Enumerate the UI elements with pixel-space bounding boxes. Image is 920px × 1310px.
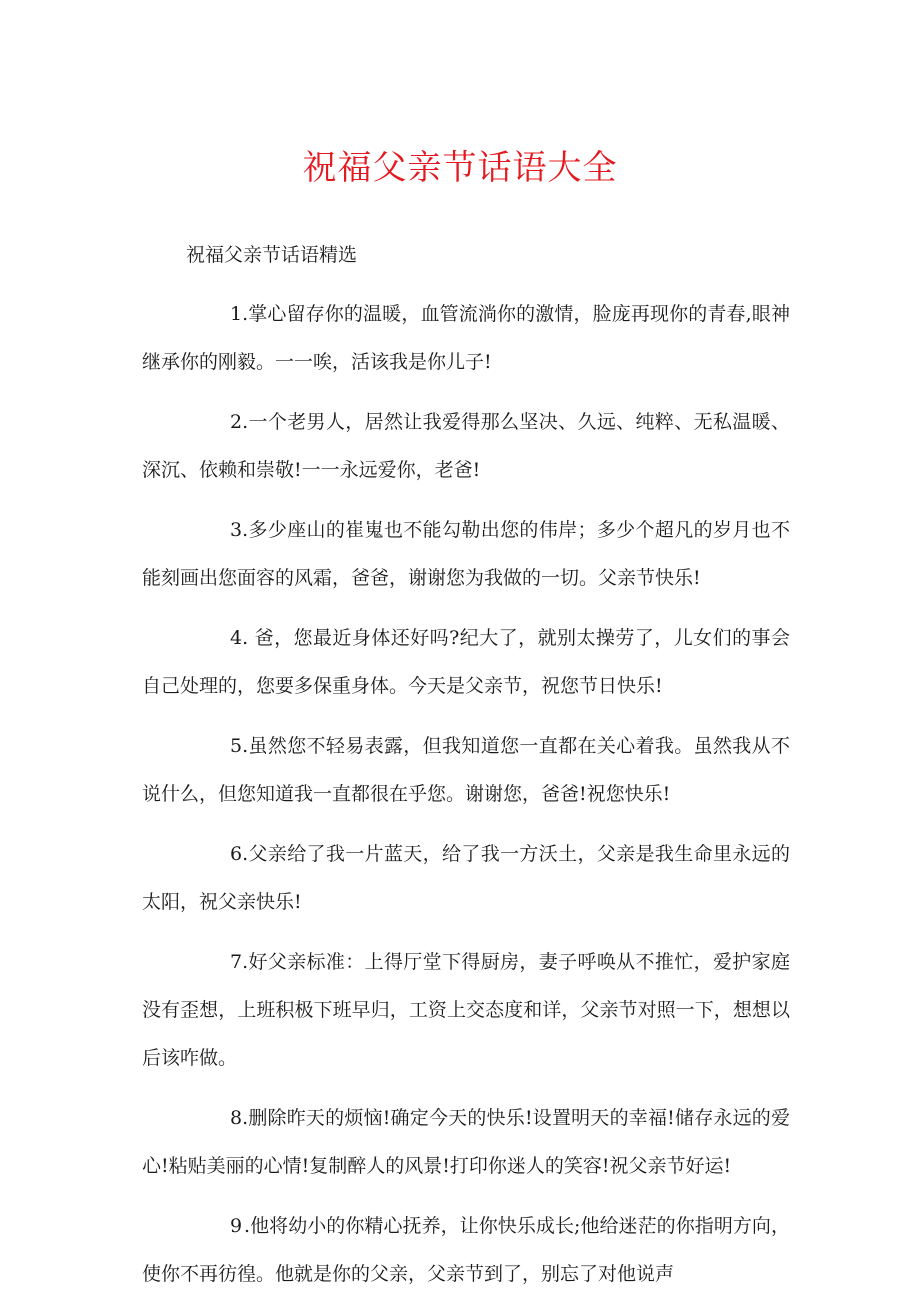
item-number: 3 xyxy=(230,519,243,541)
item-text: .父亲给了我一片蓝天，给了我一方沃土，父亲是我生命里永远的太阳，祝父亲快乐! xyxy=(142,843,790,913)
list-item xyxy=(142,722,790,818)
item-text: .删除昨天的烦恼!确定今天的快乐!设置明天的幸福!储存永远的爱心!粘贴美丽的心情!复制醉人的风景!打印你迷人的笑容!祝父亲节好运! xyxy=(142,1107,790,1177)
item-number: 6 xyxy=(230,843,243,865)
item-text: .他将幼小的你精心抚养，让你快乐成长;他给迷茫的你指明方向，使你不再彷徨。他就是你的父亲，父亲节到了，别忘了对他说声 xyxy=(142,1215,790,1285)
item-number: 4 xyxy=(230,627,243,649)
item-number: 9 xyxy=(230,1215,243,1237)
item-text: . 爸，您最近身体还好吗?纪大了，就别太操劳了，儿女们的事会自己处理的，您要多保重身体。今天是父亲节，祝您节日快乐! xyxy=(142,627,790,697)
list-item xyxy=(142,1094,790,1190)
wish-list xyxy=(142,290,790,1310)
item-number: 5 xyxy=(230,735,243,757)
item-text: .多少座山的崔嵬也不能勾勒出您的伟岸；多少个超凡的岁月也不能刻画出您面容的风霜，爸爸，谢谢您为我做的一切。父亲节快乐! xyxy=(142,519,790,589)
list-item xyxy=(142,614,790,710)
item-number: 1 xyxy=(230,303,243,325)
item-number: 8 xyxy=(230,1107,243,1129)
list-item xyxy=(142,506,790,602)
list-item xyxy=(142,290,790,386)
item-text: .虽然您不轻易表露，但我知道您一直都在关心着我。虽然我从不说什么，但您知道我一直都很在乎您。谢谢您，爸爸!祝您快乐! xyxy=(142,735,790,805)
list-item xyxy=(142,398,790,494)
item-text: .掌心留存你的温暖，血管流淌你的激情，脸庞再现你的青春,眼神继承你的刚毅。一一唉，活该我是你儿子! xyxy=(142,303,790,373)
document-title: 祝福父亲节话语大全 xyxy=(302,148,618,188)
item-text: .好父亲标准：上得厅堂下得厨房，妻子呼唤从不推忙，爱护家庭没有歪想，上班积极下班早归，工资上交态度和详，父亲节对照一下，想想以后该咋做。 xyxy=(142,951,790,1069)
list-item xyxy=(142,1202,790,1298)
list-item xyxy=(142,938,790,1082)
item-number: 2 xyxy=(230,411,243,433)
document-subtitle: 祝福父亲节话语精选 xyxy=(186,244,358,266)
list-item xyxy=(142,830,790,926)
item-text: .一个老男人，居然让我爱得那么坚决、久远、纯粹、无私温暖、深沉、依赖和崇敬!一一永远爱你，老爸! xyxy=(142,411,790,481)
item-number: 7 xyxy=(230,951,243,973)
